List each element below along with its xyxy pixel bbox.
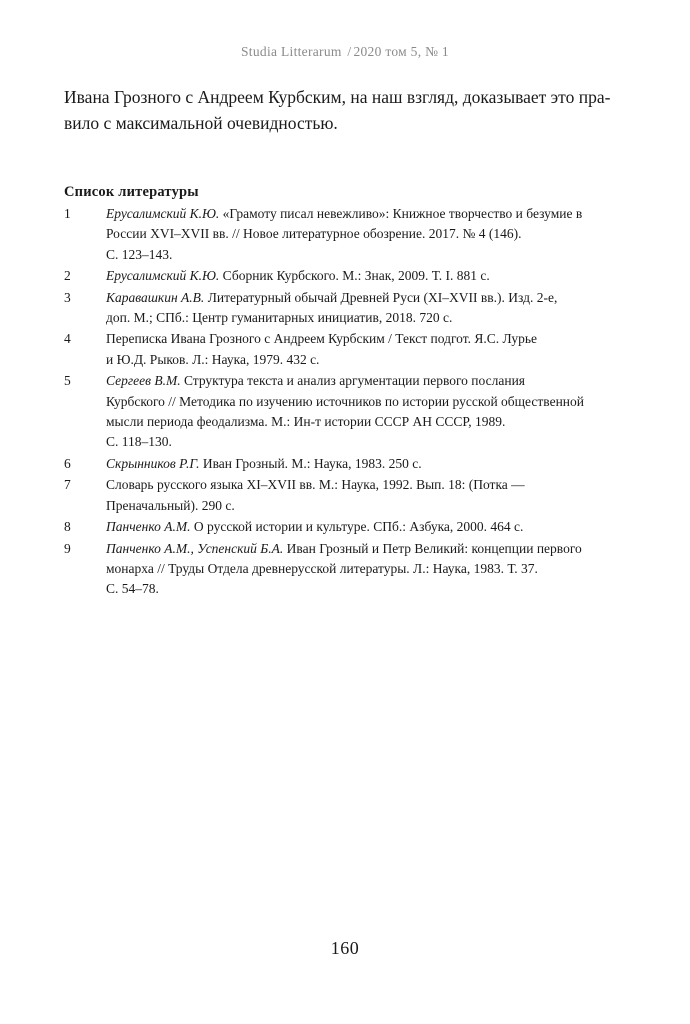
reference-text: Иван Грозный. М.: Наука, 1983. 250 с. (199, 455, 422, 471)
reference-item (64, 204, 624, 265)
reference-line (106, 288, 624, 308)
reference-item (64, 517, 624, 537)
reference-line: С. 54–78. (106, 581, 159, 597)
journal-name: Studia Litterarum (241, 44, 342, 59)
reference-line (106, 539, 624, 559)
reference-item (64, 454, 624, 474)
reference-number: 8 (64, 519, 71, 535)
reference-item (64, 539, 624, 600)
body-paragraph (64, 84, 612, 136)
reference-item (64, 288, 624, 329)
reference-line: С. 123–143. (106, 246, 173, 262)
reference-number: 4 (64, 331, 71, 347)
reference-line: Словарь русского языка XI–XVII вв. М.: Наука, 1992. Вып. 18: (Потка — (106, 477, 525, 493)
reference-author: Скрынников Р.Г. (106, 455, 200, 471)
reference-number: 9 (64, 540, 71, 556)
reference-number: 1 (64, 206, 71, 221)
reference-text: Сборник Курбского. М.: Знак, 2009. Т. I. 881 с. (219, 268, 490, 284)
reference-text: «Грамоту писал невежливо»: Книжное творчество и безумие в (219, 206, 583, 221)
reference-line: доп. М.; СПб.: Центр гуманитарных инициатив, 2018. 720 с. (106, 310, 453, 326)
reference-line (106, 517, 624, 537)
reference-author: Ерусалимский К.Ю. (106, 206, 220, 221)
reference-author: Панченко А.М. (106, 519, 191, 535)
reference-author: Ерусалимский К.Ю. (106, 268, 220, 284)
reference-item (64, 371, 624, 453)
references-list (64, 204, 624, 601)
running-head-separator: / (347, 44, 352, 59)
reference-author: Сергеев В.М. (106, 373, 181, 389)
reference-line: мысли периода феодализма. М.: Ин-т истории СССР АН СССР, 1989. (106, 414, 506, 430)
reference-line (106, 204, 624, 224)
reference-line (106, 371, 624, 391)
journal-year: 2020 (353, 44, 382, 59)
reference-number: 3 (64, 289, 71, 305)
reference-line: Курбского // Методика по изучению источников по истории русской общественной (106, 393, 584, 409)
references-heading: Список литературы (64, 184, 199, 200)
reference-number: 7 (64, 477, 71, 493)
reference-text: Иван Грозный и Петр Великий: концепции первого (283, 540, 582, 556)
body-line: вило с максимальной очевидностью. (64, 113, 338, 133)
reference-item (64, 329, 624, 370)
reference-line: России XVI–XVII вв. // Новое литературное обозрение. 2017. № 4 (146). (106, 226, 522, 242)
reference-line: Переписка Ивана Грозного с Андреем Курбским / Текст подгот. Я.С. Лурье (106, 331, 537, 347)
page-number: 160 (330, 938, 360, 958)
reference-item (64, 266, 624, 286)
reference-line (106, 454, 624, 474)
reference-number: 2 (64, 268, 71, 284)
reference-number: 6 (64, 455, 71, 471)
reference-item (64, 475, 624, 516)
reference-line: и Ю.Д. Рыков. Л.: Наука, 1979. 432 с. (106, 351, 320, 367)
reference-author: Панченко А.М., Успенский Б.А. (106, 540, 284, 556)
reference-line (106, 266, 624, 286)
reference-text: О русской истории и культуре. СПб.: Азбука, 2000. 464 с. (190, 519, 524, 535)
body-line: Ивана Грозного с Андреем Курбским, на наш взгляд, доказывает это пра- (64, 87, 611, 107)
journal-volume: том 5, № 1 (385, 44, 449, 59)
reference-line: монарха // Труды Отдела древнерусской литературы. Л.: Наука, 1983. Т. 37. (106, 560, 538, 576)
reference-text: Литературный обычай Древней Руси (XI–XVII вв.). Изд. 2-е, (204, 289, 558, 305)
reference-text: Структура текста и анализ аргументации первого послания (180, 373, 525, 389)
reference-line: С. 118–130. (106, 434, 172, 450)
reference-author: Каравашкин А.В. (106, 289, 205, 305)
running-head (0, 44, 690, 60)
reference-line: Преначальный). 290 с. (106, 497, 235, 513)
reference-number: 5 (64, 373, 71, 389)
